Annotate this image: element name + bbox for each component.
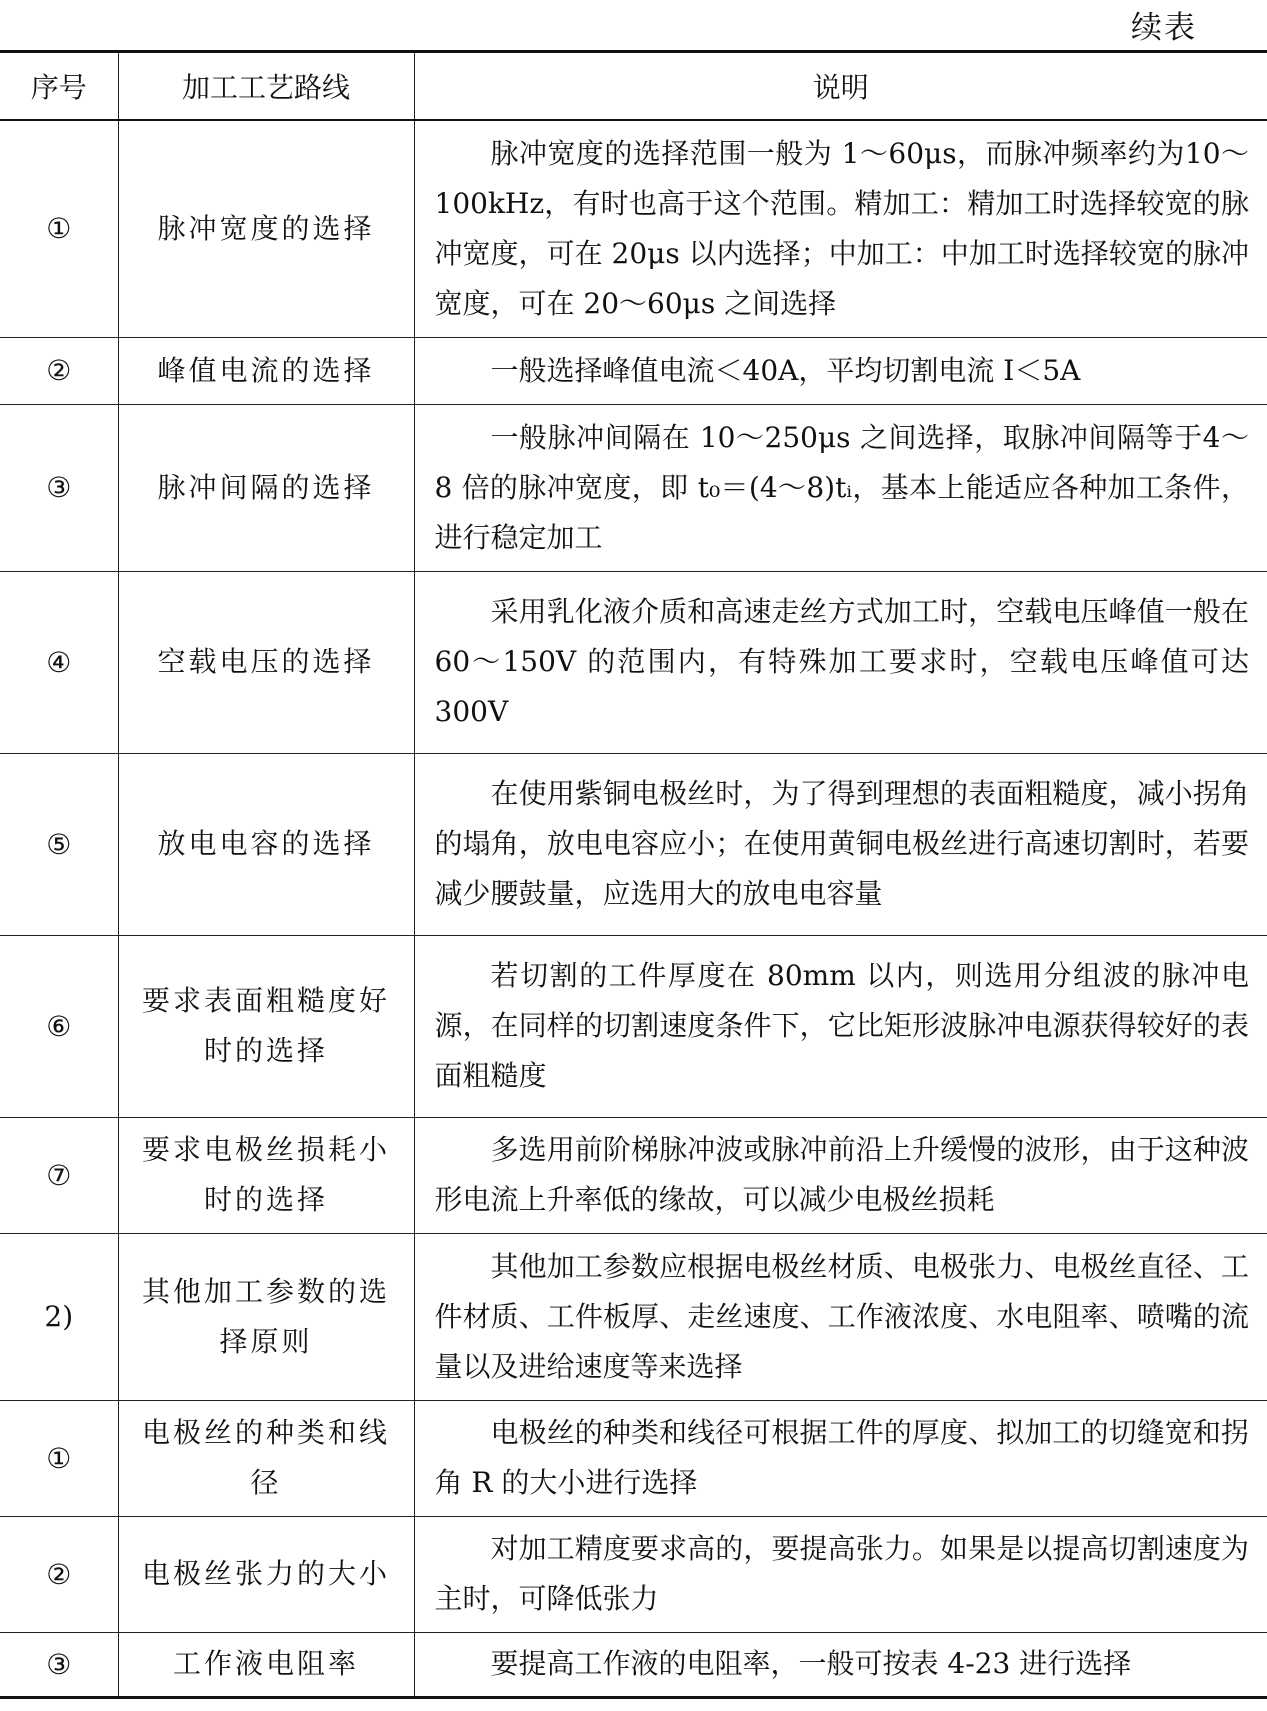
row-seq: ① [0, 1400, 118, 1516]
table-row [0, 337, 1267, 404]
row-desc: 在使用紫铜电极丝时，为了得到理想的表面粗糙度，减小拐角的塌角，放电电容应小；在使用黄铜电极丝进行高速切割时，若要减少腰鼓量，应选用大的放电电容量 [414, 753, 1267, 935]
row-seq: ⑦ [0, 1117, 118, 1233]
table-row [0, 571, 1267, 753]
row-seq: 2) [0, 1233, 118, 1400]
row-seq: ④ [0, 571, 118, 753]
row-seq: ⑤ [0, 753, 118, 935]
row-route: 工作液电阻率 [118, 1632, 414, 1697]
row-route: 放电电容的选择 [118, 753, 414, 935]
row-desc: 其他加工参数应根据电极丝材质、电极张力、电极丝直径、工件材质、工件板厚、走丝速度、工作液浓度、水电阻率、喷嘴的流量以及进给速度等来选择 [414, 1233, 1267, 1400]
table-row [0, 753, 1267, 935]
row-desc: 要提高工作液的电阻率，一般可按表 4-23 进行选择 [414, 1632, 1267, 1697]
table-row [0, 1400, 1267, 1516]
row-route: 要求电极丝损耗小时的选择 [118, 1117, 414, 1233]
row-desc: 一般选择峰值电流＜40A，平均切割电流 I＜5A [414, 337, 1267, 404]
table-row [0, 120, 1267, 337]
row-route: 峰值电流的选择 [118, 337, 414, 404]
row-route: 脉冲宽度的选择 [118, 120, 414, 337]
row-desc: 采用乳化液介质和高速走丝方式加工时，空载电压峰值一般在 60～150V 的范围内，有特殊加工要求时，空载电压峰值可达 300V [414, 571, 1267, 753]
row-desc: 若切割的工件厚度在 80mm 以内，则选用分组波的脉冲电源，在同样的切割速度条件下，它比矩形波脉冲电源获得较好的表面粗糙度 [414, 935, 1267, 1117]
row-seq: ③ [0, 404, 118, 571]
table-row [0, 404, 1267, 571]
row-route: 电极丝张力的大小 [118, 1516, 414, 1632]
row-desc: 电极丝的种类和线径可根据工件的厚度、拟加工的切缝宽和拐角 R 的大小进行选择 [414, 1400, 1267, 1516]
table-row [0, 1632, 1267, 1697]
column-header-seq: 序号 [0, 52, 118, 121]
row-route: 其他加工参数的选择原则 [118, 1233, 414, 1400]
continued-label: 续表 [1131, 10, 1197, 46]
table-row [0, 1117, 1267, 1233]
row-desc: 一般脉冲间隔在 10～250μs 之间选择，取脉冲间隔等于4～8 倍的脉冲宽度，即 t₀＝(4～8)tᵢ，基本上能适应各种加工条件，进行稳定加工 [414, 404, 1267, 571]
row-seq: ⑥ [0, 935, 118, 1117]
row-seq: ③ [0, 1632, 118, 1697]
row-seq: ② [0, 337, 118, 404]
row-desc: 脉冲宽度的选择范围一般为 1～60μs，而脉冲频率约为10～100kHz，有时也高于这个范围。精加工：精加工时选择较宽的脉冲宽度，可在 20μs 以内选择；中加工：中加工时选择较宽的脉冲宽度，可在 20～60μs 之间选择 [414, 120, 1267, 337]
table-row [0, 935, 1267, 1117]
table-row [0, 1516, 1267, 1632]
row-desc: 多选用前阶梯脉冲波或脉冲前沿上升缓慢的波形，由于这种波形电流上升率低的缘故，可以减少电极丝损耗 [414, 1117, 1267, 1233]
column-header-route: 加工工艺路线 [118, 52, 414, 121]
table-row [0, 1233, 1267, 1400]
row-seq: ① [0, 120, 118, 337]
row-route: 空载电压的选择 [118, 571, 414, 753]
row-route: 脉冲间隔的选择 [118, 404, 414, 571]
process-table [0, 50, 1267, 1699]
row-route: 电极丝的种类和线径 [118, 1400, 414, 1516]
table-header-row [0, 52, 1267, 121]
row-desc: 对加工精度要求高的，要提高张力。如果是以提高切割速度为主时，可降低张力 [414, 1516, 1267, 1632]
row-seq: ② [0, 1516, 118, 1632]
row-route: 要求表面粗糙度好时的选择 [118, 935, 414, 1117]
column-header-desc: 说明 [414, 52, 1267, 121]
